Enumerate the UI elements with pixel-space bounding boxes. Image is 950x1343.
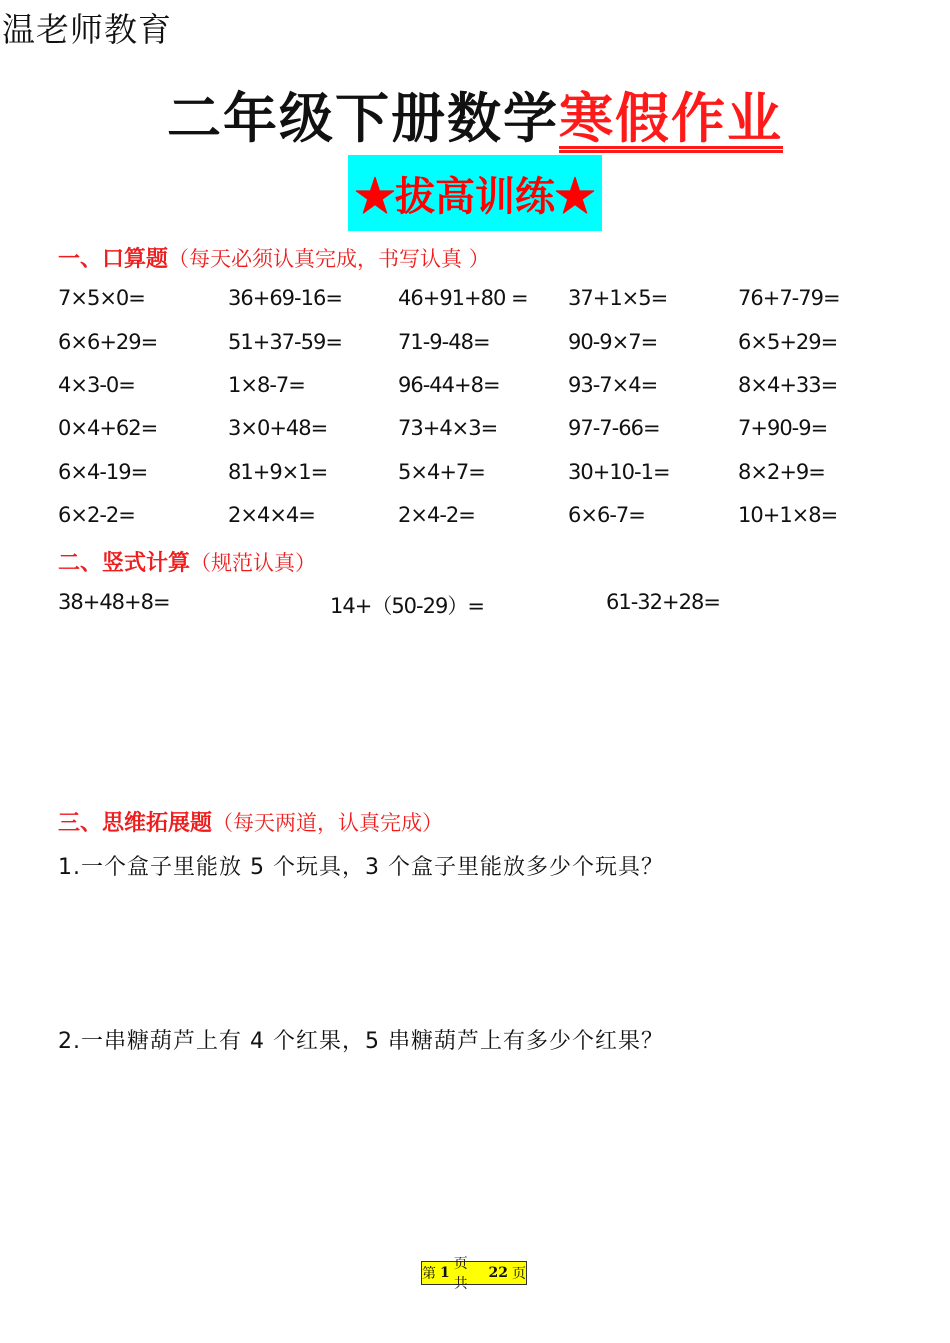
section-vertical-heading	[58, 546, 316, 577]
oral-item: 7+90-9=	[738, 416, 828, 440]
oral-item: 0×4+62=	[58, 416, 158, 440]
section-oral-note: （每天必须认真完成，书写认真 ）	[168, 247, 490, 271]
question-1: 1.一个盒子里能放 5 个玩具，3 个盒子里能放多少个玩具？	[58, 855, 664, 880]
vertical-item: 38+48+8=	[58, 590, 170, 614]
oral-item: 10+1×8=	[738, 503, 838, 527]
section-vertical-note: （规范认真）	[190, 551, 317, 575]
vertical-item: 14+（50-29）=	[330, 594, 484, 618]
oral-item: 51+37-59=	[228, 330, 342, 354]
oral-item: 37+1×5=	[568, 286, 668, 310]
oral-item: 2×4-2=	[398, 503, 475, 527]
oral-item: 3×0+48=	[228, 416, 328, 440]
oral-item: 96-44+8=	[398, 373, 500, 397]
oral-item: 46+91+80 =	[398, 286, 528, 310]
oral-item: 5×4+7=	[398, 460, 485, 484]
oral-item: 6×6+29=	[58, 330, 158, 354]
page-indicator	[421, 1256, 527, 1292]
section-thinking-note: （每天两道，认真完成）	[212, 811, 444, 835]
oral-item: 73+4×3=	[398, 416, 498, 440]
title-main: 二年级下册数学	[167, 86, 559, 150]
footer-total: 22	[488, 1265, 508, 1281]
oral-item: 30+10-1=	[568, 460, 670, 484]
title-highlight: 寒假作业	[559, 86, 783, 150]
oral-item: 6×2-2=	[58, 503, 135, 527]
oral-item: 2×4×4=	[228, 503, 315, 527]
page-title	[0, 76, 950, 153]
footer-prefix: 第	[422, 1266, 436, 1282]
oral-item: 6×6-7=	[568, 503, 645, 527]
section-thinking-title: 三、思维拓展题	[58, 810, 213, 836]
vertical-item: 61-32+28=	[606, 590, 720, 614]
oral-item: 90-9×7=	[568, 330, 658, 354]
oral-item: 6×5+29=	[738, 330, 838, 354]
oral-item: 4×3-0=	[58, 373, 135, 397]
oral-item: 71-9-48=	[398, 330, 490, 354]
oral-item: 1×8-7=	[228, 373, 305, 397]
oral-item: 76+7-79=	[738, 286, 840, 310]
section-oral-heading	[58, 242, 490, 273]
oral-item: 8×4+33=	[738, 373, 838, 397]
footer-page: 1	[440, 1265, 450, 1281]
brand-name: 温老师教育	[2, 10, 172, 49]
subtitle-banner: ★拔高训练★	[348, 155, 602, 231]
oral-item: 7×5×0=	[58, 286, 145, 310]
section-oral-title: 一、口算题	[58, 246, 169, 272]
section-thinking-heading	[58, 806, 443, 837]
question-2: 2.一串糖葫芦上有 4 个红果，5 串糖葫芦上有多少个红果？	[58, 1029, 664, 1054]
section-vertical-title: 二、竖式计算	[58, 550, 191, 576]
oral-item: 81+9×1=	[228, 460, 328, 484]
oral-item: 97-7-66=	[568, 416, 660, 440]
footer-suffix: 页	[512, 1266, 526, 1282]
oral-item: 6×4-19=	[58, 460, 148, 484]
oral-item: 93-7×4=	[568, 373, 658, 397]
oral-item: 8×2+9=	[738, 460, 825, 484]
footer-mid: 页 共	[453, 1256, 468, 1292]
oral-item: 36+69-16=	[228, 286, 342, 310]
